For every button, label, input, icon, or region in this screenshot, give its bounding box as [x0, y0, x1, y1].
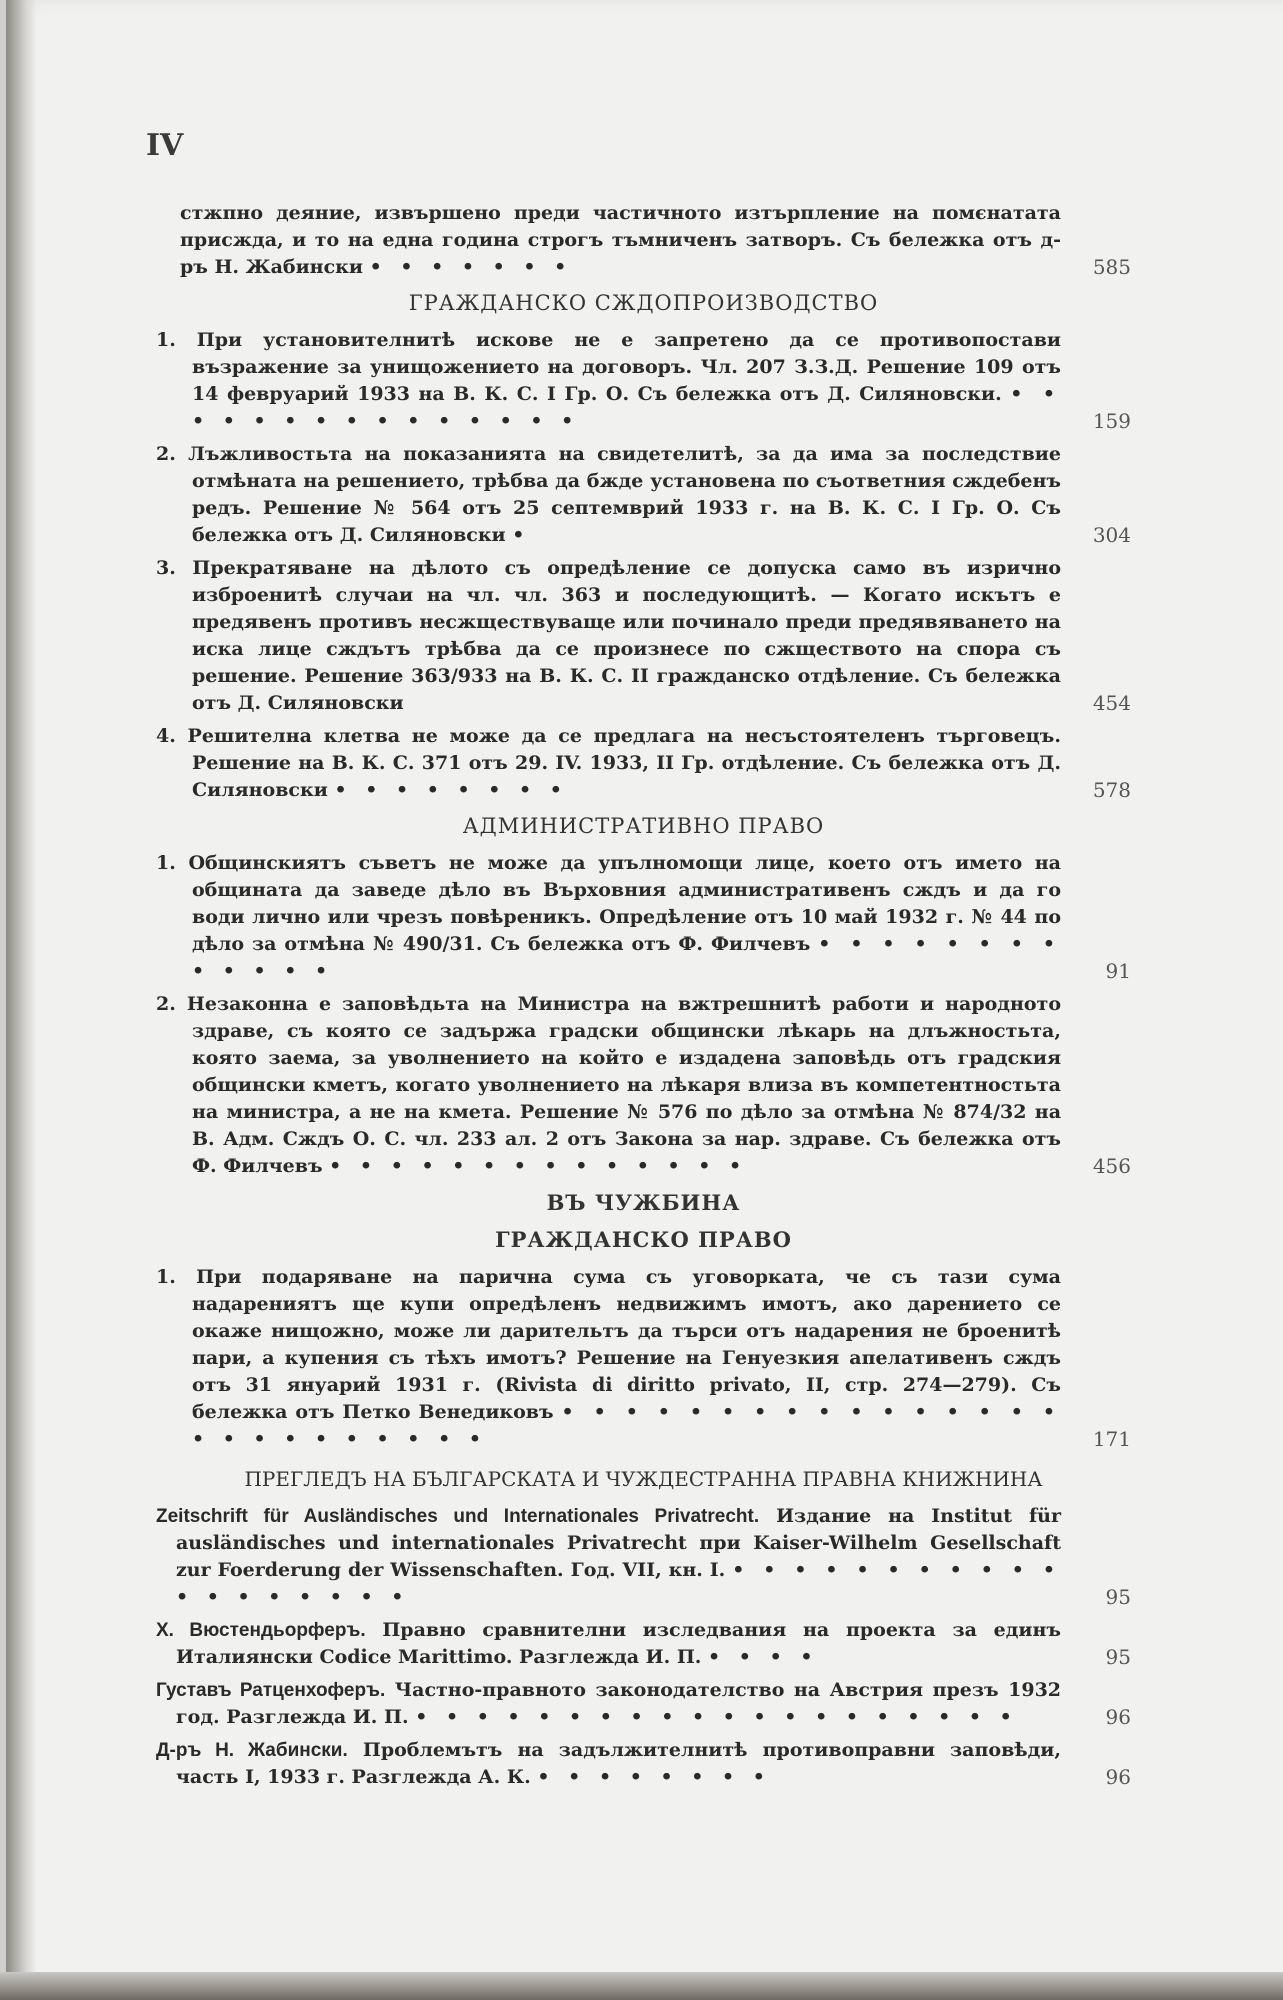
- leader-dots: • • • • • • • • • • • • • • •: [192, 383, 1062, 432]
- section-heading-civil-procedure: ГРАЖДАНСКО СЖДОПРОИЗВОДСТВО: [408, 291, 879, 315]
- toc-entry-book: [156, 1737, 1131, 1791]
- book-author: Д-ръ Н. Жабински.: [156, 1740, 348, 1761]
- leader-dots: • • • • • • •: [369, 256, 573, 278]
- toc-entry: [156, 441, 1131, 549]
- table-of-contents: [156, 200, 1131, 1791]
- toc-entry-number: 1.: [156, 1266, 176, 1288]
- section-heading-administrative-law: АДМИНИСТРАТИВНО ПРАВО: [462, 814, 825, 838]
- toc-entry: [156, 991, 1131, 1180]
- toc-page-ref: 96: [1105, 1765, 1131, 1789]
- leader-dots: • • • • • • • •: [537, 1766, 771, 1788]
- toc-entry-book: [156, 1677, 1131, 1731]
- toc-entry-number: 3.: [156, 557, 176, 579]
- toc-page-ref: 159: [1092, 409, 1131, 433]
- leader-dots: •: [512, 524, 531, 546]
- toc-entry-text: При установителнитѣ искове не е запретено да се противопостави възражение за унищожението на договоръ. Чл. 207 З.З.Д. Решение 109 отъ 14 февруарий 1933 на В. К. С. I Гр. О. Съ бележка отъ Д. Силяновски.: [192, 329, 1061, 405]
- toc-page-ref: 96: [1105, 1705, 1131, 1729]
- toc-entry-text: Частно-правното законодателство на Австрия презъ 1932 год. Разглежда И. П.: [176, 1679, 1062, 1728]
- toc-entry: [156, 1264, 1131, 1453]
- book-spine-shadow: [6, 0, 36, 2000]
- toc-entry: [156, 850, 1131, 985]
- toc-page-ref: 454: [1092, 691, 1131, 715]
- toc-entry-text: Незаконна е заповѣдьта на Министра на вжтрешнитѣ работи и народното здраве, съ която се задържа градски общински лѣкарь на длъжностьта, която заема, за уволнението на който е издадена заповѣдь отъ градския общински кметъ, когато уволнението на лѣкаря влиза въ компетентностьта на министра, а не на кмета. Решение № 576 по дѣло за отмѣна № 874/32 на В. Адм. Сждъ О. С. чл. 233 ал. 2 отъ Закона за нар. здраве. Съ бележка отъ Ф. Филчевъ: [186, 993, 1061, 1177]
- toc-entry-text: Лъжливостьта на показанията на свидетелитѣ, за да има за последствие отмѣната на решението, трѣбва да бжде установена по съответния сждебенъ редъ. Решение № 564 отъ 25 септемврий 1933 г. на В. К. С. I Гр. О. Съ бележка отъ Д. Силяновски: [188, 443, 1061, 546]
- toc-entry-text: Проблемътъ на задължителнитѣ противоправни заповѣди, часть I, 1933 г. Разглежда А. К.: [176, 1739, 1061, 1788]
- toc-page-ref: 578: [1092, 778, 1131, 802]
- toc-entry-continuation: [156, 200, 1131, 281]
- toc-entry-number: 1.: [156, 852, 176, 874]
- toc-page-ref: 456: [1092, 1154, 1131, 1178]
- toc-entry-text: Решителна клетва не може да се предлага на несъстоятеленъ търговецъ. Решение на В. К. С. 371 отъ 29. IV. 1933, II Гр. отдѣление. Съ бележка отъ Д. Силяновски: [187, 725, 1061, 801]
- toc-entry-text: Правно сравнителни изследвания на проекта за единъ Италиянски Codice Marittimo. Разглежда И. П.: [176, 1619, 1061, 1668]
- page-bottom-edge: [0, 1972, 1283, 2000]
- toc-page-ref: 95: [1105, 1585, 1131, 1609]
- toc-entry-number: 2.: [156, 993, 176, 1015]
- toc-entry-number: 2.: [156, 443, 176, 465]
- toc-entry-body: [156, 200, 1061, 281]
- leader-dots: • • • • • • • • • • • • • •: [329, 1155, 748, 1177]
- toc-entry-text: Издание на Institut für ausländisches und internationales Privatrecht при Kaiser-Wilhelm Gesellschaft zur Foerderung der Wissenschaften. Год. VII, кн. I.: [176, 1505, 1061, 1581]
- toc-entry-text: Общинскиятъ съветъ не може да упълномощи лице, което отъ името на общината да заведе дѣло въ Върховния административенъ сждъ и да го води лично или чрезъ повѣреникъ. Опредѣление отъ 10 май 1932 г. № 44 по дѣло за отмѣна № 490/31. Съ бележка отъ Ф. Филчевъ: [188, 852, 1061, 955]
- toc-entry-book: [156, 1617, 1131, 1671]
- leader-dots: • • • • • • • • • • • • • • • • • • •: [176, 1559, 1061, 1608]
- leader-dots: • • • •: [708, 1646, 819, 1668]
- toc-page-ref: 304: [1092, 523, 1131, 547]
- toc-entry-text: стжпно деяние, извършено преди частичното изтърпление на помєнатата присжда, и то на една година строгъ тъмниченъ затворъ. Съ бележка отъ д-ръ Н. Жабински: [180, 202, 1061, 278]
- section-heading-abroad: ВЪ ЧУЖБИНА: [546, 1190, 741, 1215]
- subsection-heading-civil-law: ГРАЖДАНСКО ПРАВО: [495, 1227, 792, 1252]
- leader-dots: • • • • • • • • • • • • • • • • • • • • • • • • • •: [192, 1401, 1061, 1450]
- toc-entry-text: При подаряване на парична сума съ уговорката, че съ тази сума надарениятъ ще купи опредѣленъ недвижимъ имотъ, ако дарението се окаже нищожно, може ли дарительтъ да търси отъ надарения не броенитѣ пари, а купения съ тѣхъ имотъ? Решение на Генуезкия апелативенъ сждъ отъ 31 януарий 1931 г. (Rivista di diritto privato, II, стр. 274—279). Съ бележка отъ Петко Венедиковъ: [192, 1266, 1061, 1423]
- book-title: Zeitschrift für Ausländisches und Internationales Privatrecht.: [156, 1506, 760, 1527]
- toc-entry-number: 4.: [156, 725, 176, 747]
- toc-page-ref: 91: [1105, 959, 1131, 983]
- toc-entry: [156, 555, 1131, 717]
- book-page: [6, 0, 1283, 2000]
- toc-entry: [156, 327, 1131, 435]
- leader-dots: • • • • • • • • • • • • •: [192, 933, 1061, 982]
- toc-entry-number: 1.: [156, 329, 176, 351]
- page-number: IV: [146, 128, 184, 163]
- toc-entry-text: Прекратяване на дѣлото съ опредѣление се допуска само въ изрично изброенитѣ случаи на чл. чл. 363 и последующитѣ. — Когато искътъ е предявенъ противъ несжществуваще или починало преди предявяването на иска лице сждътъ трѣбва да се произнесе по сжществото на спора съ решение. Решение 363/933 на В. К. С. II гражданско отдѣление. Съ бележка отъ Д. Силяновски: [192, 557, 1061, 714]
- leader-dots: • • • • • • • • • • • • • • • • • • • •: [415, 1706, 1018, 1728]
- toc-page-ref: 95: [1105, 1645, 1131, 1669]
- toc-entry: [156, 723, 1131, 804]
- toc-entry-book: [156, 1503, 1131, 1611]
- toc-page-ref: 171: [1092, 1427, 1131, 1451]
- leader-dots: • • • • • • • •: [334, 779, 568, 801]
- book-author: Х. Вюстендьорферъ.: [156, 1620, 366, 1641]
- book-author: Густавъ Ратценхоферъ.: [156, 1680, 386, 1701]
- toc-page-ref: 585: [1092, 255, 1131, 279]
- section-heading-literature-review: ПРЕГЛЕДЪ НА БЪЛГАРСКАТА И ЧУЖДЕСТРАННА ПРАВНА КНИЖНИНА: [244, 1467, 1043, 1491]
